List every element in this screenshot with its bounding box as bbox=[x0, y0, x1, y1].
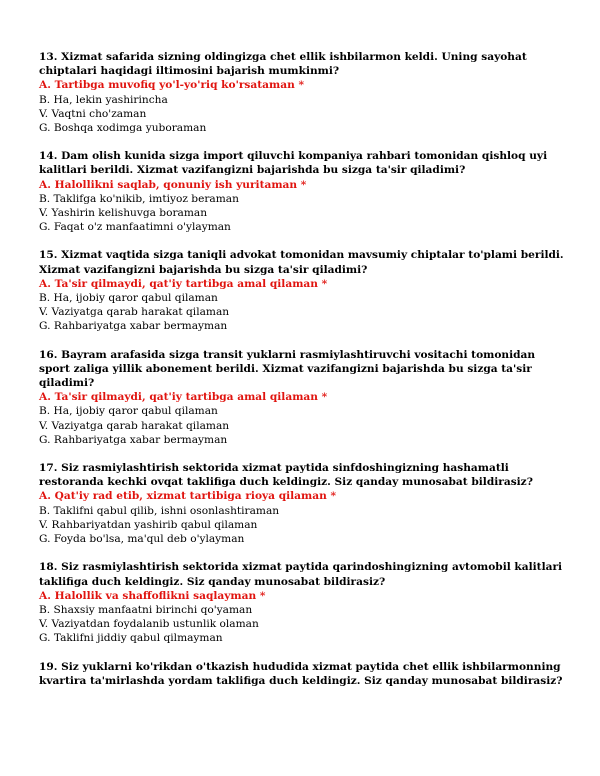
option: V. Vaziyatga qarab harakat qilaman bbox=[39, 306, 230, 319]
option: V. Rahbariyatdan yashirib qabul qilaman bbox=[39, 518, 258, 531]
option: V. Vaziyatdan foydalanib ustunlik olaman bbox=[39, 618, 259, 631]
question-19 bbox=[39, 660, 564, 688]
question-16 bbox=[39, 348, 564, 447]
option: V. Vaqtni cho'zaman bbox=[39, 107, 147, 120]
option-correct: A. Ta'sir qilmaydi, qat'iy tartibga amal qilaman * bbox=[39, 277, 328, 290]
question-14 bbox=[39, 149, 564, 234]
question-text: 17. Siz rasmiylashtirish sektorida xizmat paytida sinfdoshingizning hashamatli restoranda kechki ovqat taklifiga duch keldingiz. Siz qanday munosabat bildirasiz? bbox=[39, 462, 533, 489]
question-text: 14. Dam olish kunida sizga import qiluvchi kompaniya rahbari tomonidan qishloq uyi kalitlari berildi. Xizmat vazifangizni bajarishda bu sizga ta'sir qiladimi? bbox=[39, 150, 548, 177]
option: B. Ha, ijobiy qaror qabul qilaman bbox=[39, 405, 218, 418]
question-text: 13. Xizmat safarida sizning oldingizga chet ellik ishbilarmon keldi. Uning sayohat chiptalari haqidagi iltimosini bajarish mumkinmi? bbox=[39, 51, 527, 78]
question-15 bbox=[39, 248, 564, 333]
question-text: 15. Xizmat vaqtida sizga taniqli advokat tomonidan mavsumiy chiptalar to'plami berildi. Xizmat vazifangizni bajarishda bu sizga ta'sir qiladimi? bbox=[39, 249, 564, 276]
option-correct: A. Halollik va shaffoflikni saqlayman * bbox=[39, 589, 266, 602]
option: B. Taklifga ko'nikib, imtiyoz beraman bbox=[39, 192, 239, 205]
option: B. Ha, lekin yashirincha bbox=[39, 93, 168, 106]
option-correct: A. Tartibga muvofiq yo'l-yo'riq ko'rsataman * bbox=[39, 79, 304, 92]
question-17 bbox=[39, 461, 564, 546]
option: G. Faqat o'z manfaatimni o'ylayman bbox=[39, 221, 231, 234]
question-18 bbox=[39, 560, 564, 645]
option: V. Yashirin kelishuvga boraman bbox=[39, 207, 208, 220]
option-correct: A. Ta'sir qilmaydi, qat'iy tartibga amal qilaman * bbox=[39, 391, 328, 404]
option: V. Vaziyatga qarab harakat qilaman bbox=[39, 419, 230, 432]
question-text: 19. Siz yuklarni ko'rikdan o'tkazish hududida xizmat paytida chet ellik ishbilarmonning kvartira ta'mirlashda yordam taklifiga duch keldingiz. Siz qanday munosabat bildirasiz? bbox=[39, 660, 563, 687]
question-text: 16. Bayram arafasida sizga transit yuklarni rasmiylashtiruvchi vositachi tomonidan sport zaliga yillik abonement berildi. Xizmat vazifangizni bajarishda bu sizga ta'sir qiladimi? bbox=[39, 348, 536, 390]
option: G. Taklifni jiddiy qabul qilmayman bbox=[39, 632, 223, 645]
option: B. Shaxsiy manfaatni birinchi qo'yaman bbox=[39, 603, 253, 616]
option-correct: A. Qat'iy rad etib, xizmat tartibiga rioya qilaman * bbox=[39, 490, 337, 503]
option: G. Rahbariyatga xabar bermayman bbox=[39, 320, 228, 333]
option: B. Ha, ijobiy qaror qabul qilaman bbox=[39, 292, 218, 305]
option: B. Taklifni qabul qilib, ishni osonlashtiraman bbox=[39, 504, 280, 517]
option: G. Boshqa xodimga yuboraman bbox=[39, 122, 207, 135]
question-13 bbox=[39, 50, 564, 135]
option: G. Foyda bo'lsa, ma'qul deb o'ylayman bbox=[39, 533, 245, 546]
question-text: 18. Siz rasmiylashtirish sektorida xizmat paytida qarindoshingizning avtomobil kalitlari taklifiga duch keldingiz. Siz qanday munosabat bildirasiz? bbox=[39, 561, 563, 588]
option: G. Rahbariyatga xabar bermayman bbox=[39, 433, 228, 446]
option-correct: A. Halollikni saqlab, qonuniy ish yuritaman * bbox=[39, 178, 307, 191]
